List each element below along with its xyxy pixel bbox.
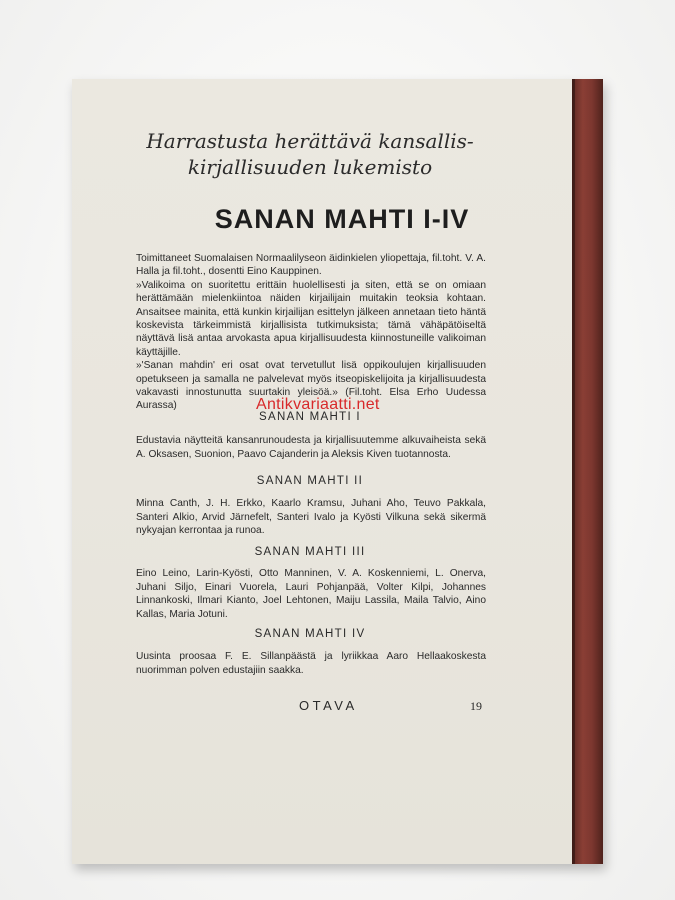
heading-line: kirjallisuuden lukemisto — [187, 155, 433, 179]
editors-paragraph: Toimittaneet Suomalaisen Normaalilyseon äidinkielen yliopettaja, fil.toht. V. A. Halla ja fil.toht., dosentti Eino Kauppinen. — [136, 253, 486, 278]
section-body-3: Eino Leino, Larin-Kyösti, Otto Manninen, V. A. Koskenniemi, L. Onerva, Juhani Siljo, Einari Vuorela, Lauri Pohjanpää, Volter Kilpi, Johannes Linnankoski, Ilmari Kianto, Joel Lehtonen, Maiju Lassila, Maila Talvio, Aino Kallas, Maria Jotuni. — [136, 568, 486, 620]
section-title-1: SANAN MAHTI I — [259, 411, 361, 423]
publisher-name: OTAVA — [299, 698, 358, 713]
heading-line: Harrastusta herättävä kansallis- — [146, 129, 474, 153]
intro-text — [136, 252, 486, 413]
section-title-4: SANAN MAHTI IV — [254, 628, 366, 640]
page-number: 19 — [470, 699, 482, 713]
section-title-3: SANAN MAHTI III — [254, 546, 366, 558]
cover-title: SANAN MAHTI I-IV — [214, 204, 470, 234]
section-title-2: SANAN MAHTI II — [256, 475, 364, 487]
review-quote-1: »Valikoima on suoritettu erittäin huolellisesti ja siten, että se on omiaan herättämään mielenkiintoa näiden kirjailijain muitakin teoksia kohtaan. Ansaitsee mainita, että kunkin kirjailijan esittelyn jälkeen annetaan tieto häntä koskevista tärkeimmistä kirjallisista tutkimuksista; tämä vähäpätöiseltä näyttävä lisä antaa arvokasta apua kirjallisuudesta kiinnostuneille valikoiman käyttäjille. — [136, 279, 486, 358]
book-spine — [572, 79, 603, 864]
book-back-cover — [72, 79, 572, 864]
section-body-1: Edustavia näytteitä kansanrunoudesta ja kirjallisuutemme alkuvaiheista sekä A. Oksasen, Suonion, Paavo Cajanderin ja Aleksis Kiven tuotannosta. — [136, 435, 486, 460]
section-body-4: Uusinta proosaa F. E. Sillanpäästä ja lyriikkaa Aaro Hellaakoskesta nuorimman polven edustajiin saakka. — [136, 651, 486, 676]
section-body-2: Minna Canth, J. H. Erkko, Kaarlo Kramsu, Juhani Aho, Teuvo Pakkala, Santeri Alkio, Arvid Järnefelt, Santeri Ivalo ja Kyösti Vilkuna sekä sikermä nykyajan kerrontaa ja runoa. — [136, 498, 486, 537]
watermark-text: Antikvariaatti.net — [256, 396, 380, 413]
cover-heading — [120, 128, 500, 180]
review-quote-2: »'Sanan mahdin' eri osat ovat tervetullut lisä oppikoulujen kirjallisuuden opetukseen ja samalla ne palvelevat myös itseopiskelijoita ja kirjallisuudesta vakavasti innostunutta suurtakin yleisöä.» (Fil.toht. Elsa Erho Uudessa Aurassa) — [136, 360, 486, 412]
book — [72, 79, 603, 864]
